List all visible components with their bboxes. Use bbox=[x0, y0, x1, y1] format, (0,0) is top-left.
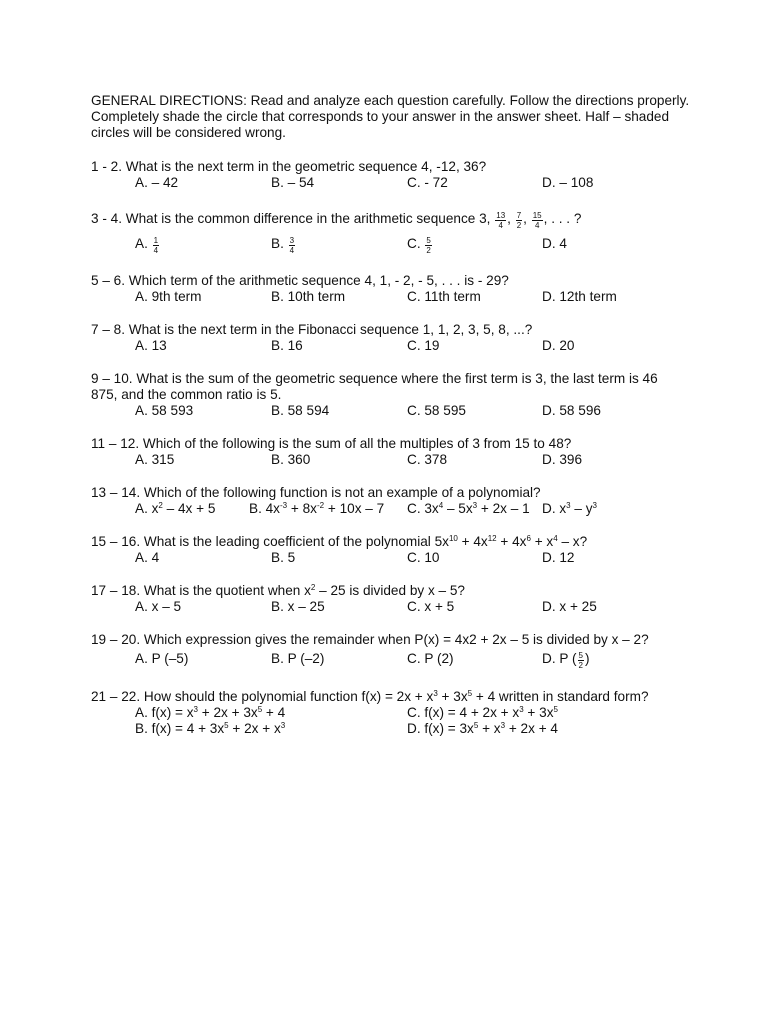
question-stem: 9 – 10. What is the sum of the geometric sequence where the first term is 3, the last term is 46 875, and the common ratio is 5. bbox=[91, 371, 658, 402]
exponent: 3 bbox=[193, 705, 198, 714]
denominator: 4 bbox=[289, 246, 295, 255]
text: C. 3x bbox=[407, 501, 439, 516]
denominator: 4 bbox=[498, 221, 503, 230]
option-d: D. 20 bbox=[542, 338, 575, 353]
option-letter: B. bbox=[271, 236, 284, 251]
fraction bbox=[578, 651, 584, 670]
fraction-13-4 bbox=[495, 211, 506, 230]
question-stem bbox=[91, 534, 711, 550]
option-d: D. 12th term bbox=[542, 289, 617, 304]
question-9-10 bbox=[91, 371, 681, 420]
option-c: C. x + 5 bbox=[407, 599, 455, 614]
exponent: -2 bbox=[316, 501, 325, 510]
general-directions: GENERAL DIRECTIONS: Read and analyze each question carefully. Follow the directions properly. Completely shade the circle that corresponds to your answer in the answer sheet. Half – shaded circles will be considered wrong. bbox=[91, 93, 690, 140]
numerator: 5 bbox=[426, 236, 431, 245]
separator: , bbox=[523, 211, 527, 226]
option-a: A. 58 593 bbox=[135, 403, 194, 418]
denominator: 2 bbox=[426, 246, 431, 255]
text: + 8x bbox=[287, 501, 317, 516]
option-a: A. x – 5 bbox=[135, 599, 182, 614]
denominator: 2 bbox=[516, 221, 522, 230]
numerator: 13 bbox=[496, 211, 506, 220]
option-c: C. 11th term bbox=[407, 289, 481, 304]
exponent: 3 bbox=[519, 705, 524, 714]
text: + 2x – 1 bbox=[477, 501, 530, 516]
question-stem bbox=[91, 211, 711, 230]
option-b: B. P (–2) bbox=[271, 651, 325, 666]
numerator: 3 bbox=[289, 236, 295, 245]
text: – y bbox=[570, 501, 593, 516]
question-13-14 bbox=[91, 485, 711, 518]
option-a: A. 9th term bbox=[135, 289, 202, 304]
question-21-22 bbox=[91, 689, 711, 739]
option-b bbox=[249, 501, 384, 517]
option-b bbox=[271, 236, 296, 255]
exponent: 3 bbox=[500, 721, 506, 730]
question-3-4 bbox=[91, 211, 711, 256]
option-a bbox=[135, 236, 160, 255]
numerator: 7 bbox=[516, 211, 522, 220]
option-d bbox=[542, 651, 589, 670]
option-c bbox=[407, 705, 558, 721]
option-a bbox=[135, 705, 285, 721]
text: C. f(x) = 4 + 2x + x bbox=[407, 705, 520, 720]
exponent: 4 bbox=[438, 501, 444, 510]
text: + 10x – 7 bbox=[324, 501, 385, 516]
fraction bbox=[425, 236, 431, 255]
denominator: 2 bbox=[578, 661, 583, 670]
text: D. f(x) = 3x bbox=[407, 721, 474, 736]
option-d bbox=[407, 721, 558, 737]
text: + 3x bbox=[437, 689, 468, 704]
option-a: A. 13 bbox=[135, 338, 167, 353]
question-1-2 bbox=[91, 159, 711, 192]
fraction bbox=[153, 236, 159, 255]
option-b: B. 360 bbox=[271, 452, 311, 467]
text: – x? bbox=[557, 534, 588, 549]
option-c: C. 10 bbox=[407, 550, 440, 565]
text: A. f(x) = x bbox=[135, 705, 194, 720]
text: – 25 is divided by x – 5? bbox=[315, 583, 465, 598]
exponent: 3 bbox=[592, 501, 597, 510]
question-stem: 7 – 8. What is the next term in the Fibonacci sequence 1, 1, 2, 3, 5, 8, ...? bbox=[91, 322, 533, 337]
option-d: D. 396 bbox=[542, 452, 583, 467]
option-b: B. 10th term bbox=[271, 289, 346, 304]
option-a bbox=[135, 501, 215, 517]
text: + 3x bbox=[523, 705, 554, 720]
stem-text: 3 - 4. What is the common difference in the arithmetic sequence 3, bbox=[91, 211, 491, 226]
question-stem: 11 – 12. Which of the following is the sum of all the multiples of 3 from 15 to 48? bbox=[91, 436, 572, 451]
question-15-16 bbox=[91, 534, 711, 567]
option-d: D. – 108 bbox=[542, 175, 594, 190]
separator: , bbox=[507, 211, 511, 226]
option-c: C. 19 bbox=[407, 338, 440, 353]
numerator: 15 bbox=[532, 211, 542, 220]
text: – 4x + 5 bbox=[162, 501, 216, 516]
question-stem: 19 – 20. Which expression gives the remainder when P(x) = 4x2 + 2x – 5 is divided by x – 2? bbox=[91, 632, 649, 647]
text: 17 – 18. What is the quotient when x bbox=[91, 583, 311, 598]
text: B. f(x) = 4 + 3x bbox=[135, 721, 225, 736]
exponent: 3 bbox=[472, 501, 478, 510]
text: + 2x + x bbox=[228, 721, 281, 736]
exponent: 5 bbox=[257, 705, 263, 714]
exponent: -3 bbox=[279, 501, 288, 510]
text: D. P ( bbox=[542, 651, 577, 666]
exponent: 3 bbox=[433, 689, 438, 698]
option-d bbox=[542, 501, 597, 517]
text: + 4x bbox=[496, 534, 527, 549]
option-c bbox=[407, 501, 530, 517]
option-d: D. x + 25 bbox=[542, 599, 597, 614]
exponent: 3 bbox=[280, 721, 286, 730]
option-d: D. 4 bbox=[542, 236, 567, 251]
question-17-18 bbox=[91, 583, 711, 616]
text: + x bbox=[530, 534, 554, 549]
text: B. 4x bbox=[249, 501, 280, 516]
question-stem bbox=[91, 583, 711, 599]
exponent: 5 bbox=[224, 721, 229, 730]
text: – 5x bbox=[443, 501, 473, 516]
option-b: B. 16 bbox=[271, 338, 303, 353]
question-19-20 bbox=[91, 632, 711, 671]
text: + 4 written in standard form? bbox=[472, 689, 649, 704]
text: A. x bbox=[135, 501, 159, 516]
option-a: A. P (–5) bbox=[135, 651, 189, 666]
question-stem: 1 - 2. What is the next term in the geometric sequence 4, -12, 36? bbox=[91, 159, 487, 174]
question-11-12 bbox=[91, 436, 711, 469]
question-stem: 5 – 6. Which term of the arithmetic sequence 4, 1, - 2, - 5, . . . is - 29? bbox=[91, 273, 509, 288]
question-stem: 13 – 14. Which of the following function is not an example of a polynomial? bbox=[91, 485, 541, 500]
option-letter: C. bbox=[407, 236, 421, 251]
fraction bbox=[289, 236, 295, 255]
exponent: 12 bbox=[487, 534, 497, 543]
exponent: 5 bbox=[467, 689, 473, 698]
denominator: 4 bbox=[153, 246, 159, 255]
numerator: 1 bbox=[153, 236, 159, 245]
text: D. x bbox=[542, 501, 567, 516]
exponent: 5 bbox=[553, 705, 558, 714]
denominator: 4 bbox=[534, 221, 540, 230]
question-stem bbox=[91, 689, 711, 705]
option-c: C. 58 595 bbox=[407, 403, 466, 418]
option-d: D. 58 596 bbox=[542, 403, 601, 418]
exponent: 4 bbox=[553, 534, 558, 543]
option-c: C. 378 bbox=[407, 452, 448, 467]
question-7-8 bbox=[91, 322, 711, 355]
text: + x bbox=[478, 721, 501, 736]
option-a: A. 4 bbox=[135, 550, 160, 565]
exponent: 10 bbox=[448, 534, 458, 543]
exponent: 5 bbox=[473, 721, 479, 730]
fraction-15-4 bbox=[532, 211, 543, 230]
option-b: B. 5 bbox=[271, 550, 296, 565]
exponent: 2 bbox=[158, 501, 163, 510]
text: + 4x bbox=[457, 534, 488, 549]
option-b: B. x – 25 bbox=[271, 599, 325, 614]
text: + 2x + 3x bbox=[198, 705, 258, 720]
text: + 4 bbox=[262, 705, 286, 720]
question-5-6 bbox=[91, 273, 711, 306]
option-b bbox=[135, 721, 285, 737]
exponent: 6 bbox=[526, 534, 531, 543]
option-letter: A. bbox=[135, 236, 148, 251]
option-c: C. P (2) bbox=[407, 651, 454, 666]
option-c bbox=[407, 236, 433, 255]
text: + 2x + 4 bbox=[505, 721, 558, 736]
text: ) bbox=[584, 651, 590, 666]
fraction-7-2 bbox=[516, 211, 522, 230]
text: 15 – 16. What is the leading coefficient of the polynomial 5x bbox=[91, 534, 449, 549]
stem-tail: , . . . ? bbox=[543, 211, 582, 226]
option-d: D. 12 bbox=[542, 550, 575, 565]
option-a: A. 315 bbox=[135, 452, 175, 467]
numerator: 5 bbox=[578, 651, 583, 660]
option-c: C. - 72 bbox=[407, 175, 448, 190]
option-b: B. – 54 bbox=[271, 175, 315, 190]
exponent: 2 bbox=[310, 583, 316, 592]
exponent: 3 bbox=[566, 501, 571, 510]
option-b: B. 58 594 bbox=[271, 403, 330, 418]
text: 21 – 22. How should the polynomial function f(x) = 2x + x bbox=[91, 689, 434, 704]
option-a: A. – 42 bbox=[135, 175, 179, 190]
